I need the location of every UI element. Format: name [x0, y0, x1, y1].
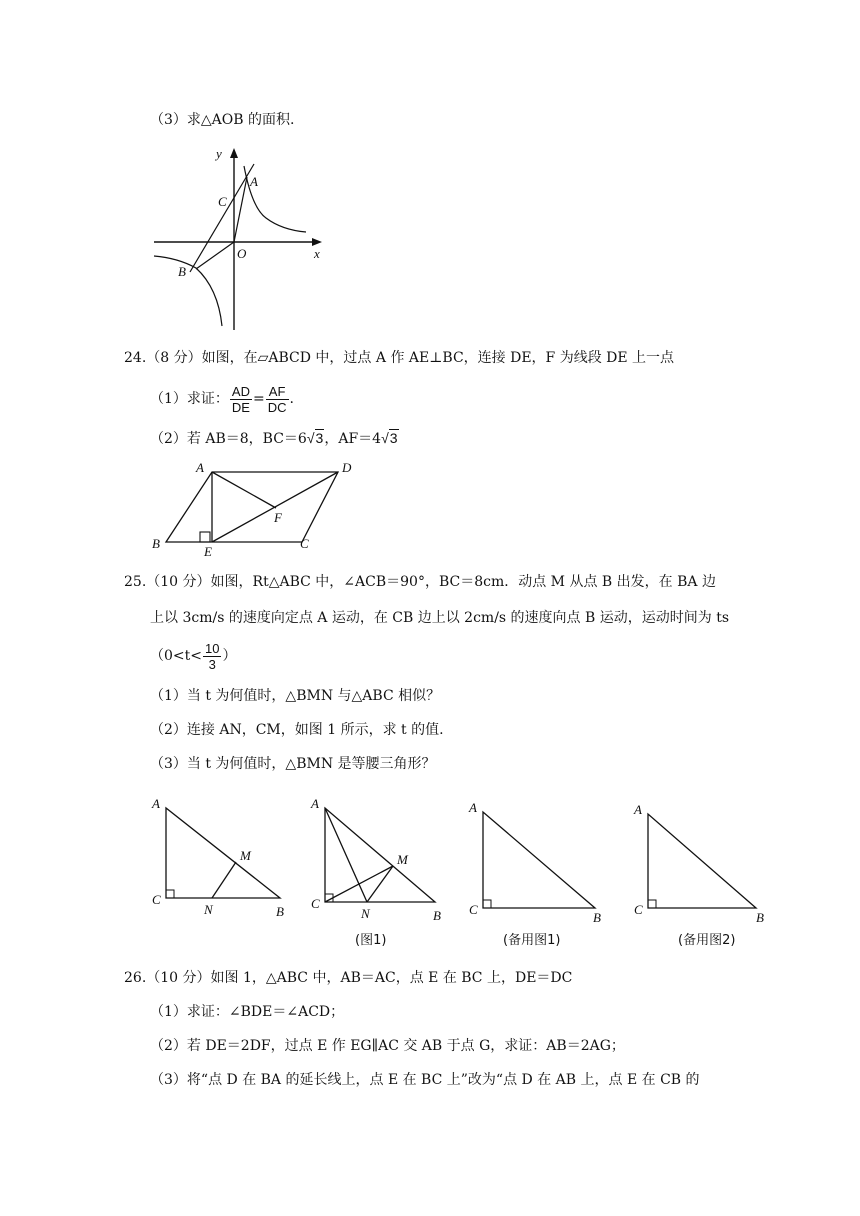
- q24-stem: 24.（8 分）如图，在▱ABCD 中，过点 A 作 AE⊥BC，连接 DE，F 为线段 DE 上一点: [124, 350, 675, 366]
- q25-fig3-label-A: A: [469, 800, 477, 815]
- period: .: [289, 391, 294, 407]
- frac-numerator: AD: [231, 383, 250, 399]
- frac-denominator: DC: [267, 399, 287, 415]
- q25-caption-backup1: (备用图1): [503, 933, 561, 948]
- q23-label-A: A: [250, 174, 258, 189]
- q24-label-E: E: [204, 544, 212, 559]
- q23-label-C: C: [218, 194, 227, 209]
- q25-fig3-label-B: B: [593, 910, 601, 925]
- q25-fig1-label-A: A: [152, 796, 160, 811]
- q25-figure-4: [630, 792, 790, 952]
- q25-frac-10-3: [203, 641, 221, 672]
- q25-fig3-label-C: C: [469, 902, 478, 917]
- q25-line2: 上以 3cm/s 的速度向定点 A 运动，在 CB 边上以 2cm/s 的速度向点 B 运动，运动时间为 ts: [150, 610, 730, 626]
- q25-fig1-label-M: M: [240, 848, 251, 863]
- q24-label-F: F: [274, 510, 282, 525]
- q24-part1: [150, 382, 294, 416]
- q24-figure: [150, 458, 370, 558]
- q25-part2: （2）连接 AN，CM，如图 1 所示，求 t 的值.: [150, 722, 444, 738]
- q25-line1: 25.（10 分）如图，Rt△ABC 中，∠ACB＝90°，BC＝8cm．动点 M 从点 B 出发，在 BA 边: [124, 574, 716, 590]
- sqrt-symbol: √3: [306, 430, 324, 446]
- q24-frac-ad-de: [230, 384, 252, 415]
- q23-label-O: O: [237, 246, 247, 261]
- q23-label-x: x: [314, 246, 320, 261]
- q26-part2: （2）若 DE＝2DF，过点 E 作 EG∥AC 交 AB 于点 G，求证：AB＝2AG；: [150, 1038, 625, 1054]
- q25-figure-3: [465, 792, 625, 952]
- q25-range-prefix: （0<t<: [150, 648, 202, 664]
- sqrt-symbol: √3: [381, 430, 398, 446]
- q25-caption-backup2: (备用图2): [678, 933, 736, 948]
- q25-fig4-label-C: C: [634, 902, 643, 917]
- q23-label-y: y: [216, 146, 222, 161]
- q25-figure-2: [305, 792, 455, 952]
- radicand: 3: [389, 430, 398, 446]
- q25-fig2-label-C: C: [311, 896, 320, 911]
- q25-fig2-label-B: B: [433, 908, 441, 923]
- q25-fig4-label-A: A: [634, 802, 642, 817]
- q24-label-C: C: [300, 536, 309, 551]
- q23-part3: （3）求△AOB 的面积.: [150, 112, 295, 128]
- q25-range: [150, 636, 236, 676]
- q25-part3: （3）当 t 为何值时，△BMN 是等腰三角形？: [150, 756, 436, 772]
- frac-denominator: DE: [231, 399, 250, 415]
- q24-part2-b: ，AF＝4: [324, 431, 382, 447]
- q25-caption-fig1: (图1): [355, 933, 387, 948]
- frac-denominator: 3: [208, 656, 216, 672]
- q23-figure: [148, 142, 348, 332]
- q23-label-B: B: [178, 264, 186, 279]
- q24-part2: [150, 428, 399, 449]
- q25-figure-1: [148, 792, 298, 922]
- q26-part3: （3）将“点 D 在 BA 的延长线上，点 E 在 BC 上”改为“点 D 在 AB 上，点 E 在 CB 的: [150, 1072, 700, 1088]
- frac-numerator: AF: [266, 384, 289, 400]
- q24-label-A: A: [196, 460, 204, 475]
- q25-fig1-label-B: B: [276, 904, 284, 919]
- frac-numerator: 10: [205, 640, 220, 656]
- q25-range-suffix: ）: [222, 648, 237, 664]
- equals-sign: =: [252, 391, 265, 407]
- radicand: 3: [315, 430, 324, 446]
- q25-fig2-label-N: N: [361, 906, 370, 921]
- q25-fig2-label-A: A: [311, 796, 319, 811]
- q24-label-B: B: [152, 536, 160, 551]
- q25-fig4-label-B: B: [756, 910, 764, 925]
- q25-fig2-label-M: M: [397, 852, 408, 867]
- q26-stem: 26.（10 分）如图 1，△ABC 中，AB＝AC，点 E 在 BC 上，DE＝DC: [124, 970, 573, 986]
- q25-fig1-label-N: N: [204, 902, 213, 917]
- q24-part1-prefix: （1）求证：: [150, 391, 229, 407]
- q24-frac-af-dc: [266, 384, 289, 415]
- q26-part1: （1）求证：∠BDE＝∠ACD；: [150, 1004, 345, 1020]
- q25-part1: （1）当 t 为何值时，△BMN 与△ABC 相似？: [150, 688, 441, 704]
- q24-part2-a: （2）若 AB＝8，BC＝6: [150, 431, 307, 447]
- q24-label-D: D: [342, 460, 352, 475]
- q25-fig1-label-C: C: [152, 892, 161, 907]
